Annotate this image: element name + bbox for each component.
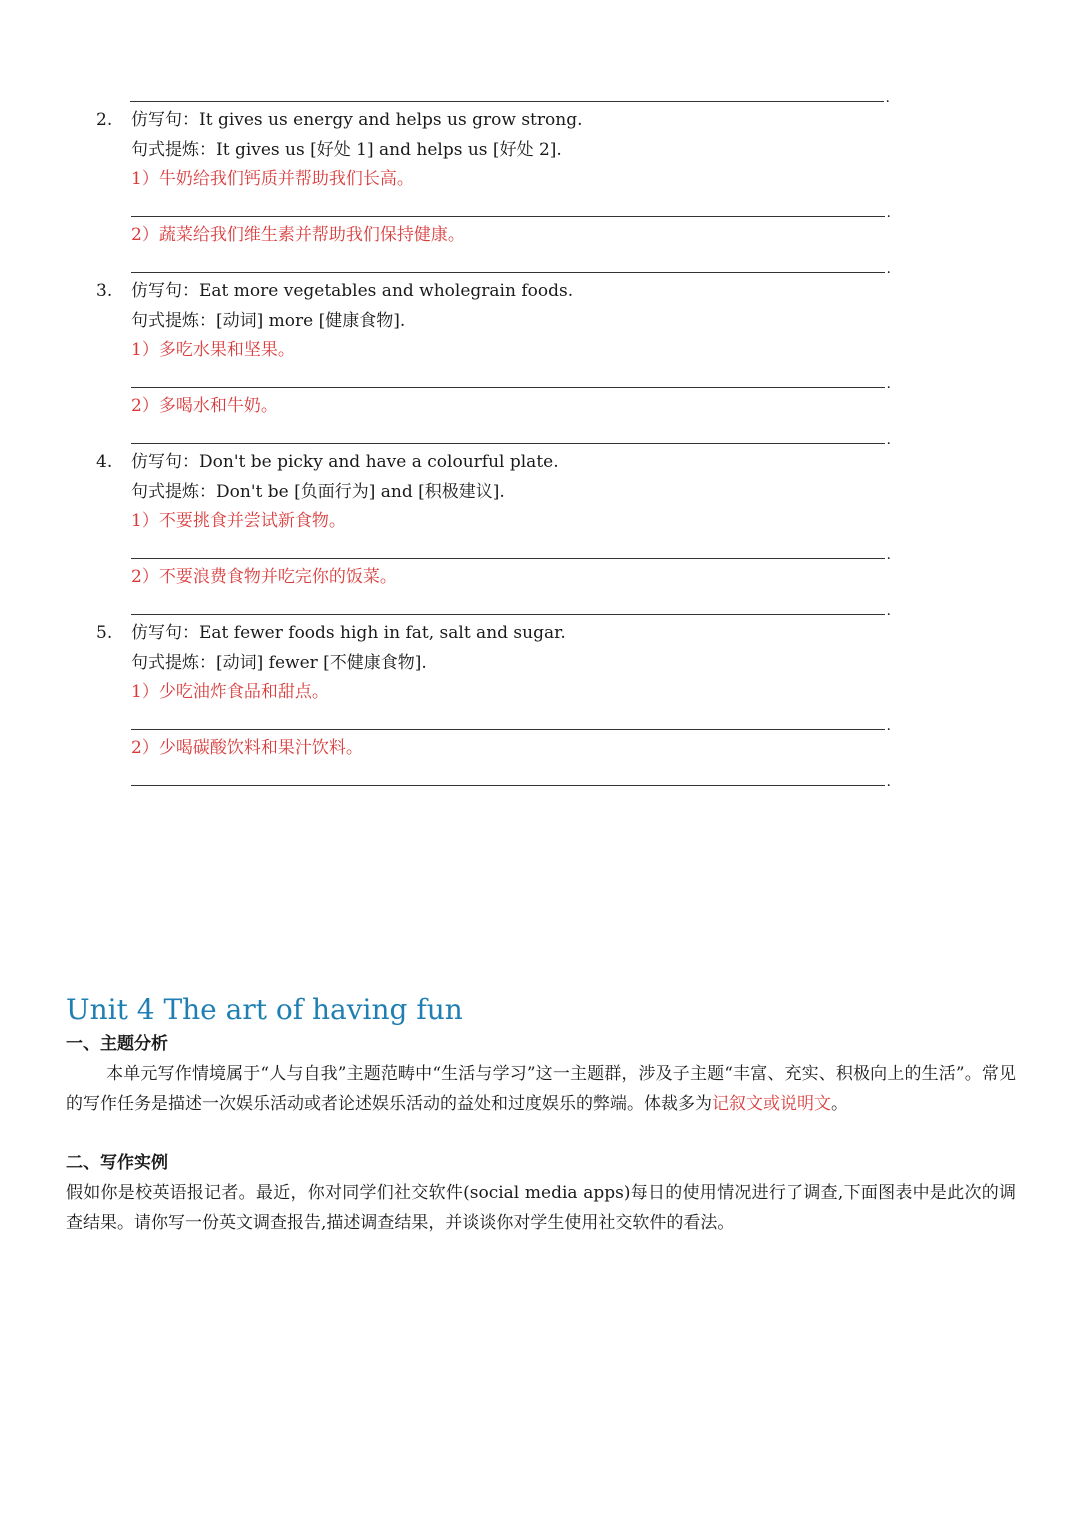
answer-line-1[interactable] (131, 543, 891, 563)
line-period: . (886, 432, 891, 448)
line-period: . (886, 547, 891, 563)
prompt-1: 1）多吃水果和坚果。 (131, 340, 295, 360)
genre-highlight: 记叙文或说明文 (712, 1094, 831, 1114)
sentence-pattern: 句式提炼：[动词] fewer [不健康食物]. (131, 653, 427, 673)
item-number: 4. (96, 452, 113, 472)
line-period: . (886, 718, 891, 734)
answer-rule (131, 558, 885, 559)
answer-rule (131, 785, 885, 786)
theme-text: 本单元写作情境属于“人与自我”主题范畴中“生活与学习”这一主题群，涉及子主题“丰富、充实、积极向上的生活”。常见的写作任务是描述一次娱乐活动或者论述娱乐活动的益处和过度娱乐的弊端。体裁多为 (66, 1064, 1016, 1114)
answer-line-2[interactable] (131, 257, 891, 277)
line-period: . (886, 376, 891, 392)
answer-rule (131, 614, 885, 615)
line-period: . (886, 205, 891, 221)
theme-text-end: 。 (831, 1094, 848, 1114)
answer-rule (131, 729, 885, 730)
line-period: . (885, 90, 890, 106)
model-sentence: 仿写句：It gives us energy and helps us grow strong. (131, 110, 583, 130)
sentence-pattern: 句式提炼：Don't be [负面行为] and [积极建议]. (131, 482, 505, 502)
answer-line-1[interactable] (131, 714, 891, 734)
prompt-1: 1）牛奶给我们钙质并帮助我们长高。 (131, 169, 414, 189)
model-sentence: 仿写句：Don't be picky and have a colourful plate. (131, 452, 559, 472)
section-heading-example: 二、写作实例 (66, 1153, 168, 1173)
prompt-2: 2）蔬菜给我们维生素并帮助我们保持健康。 (131, 225, 465, 245)
answer-line-2[interactable] (131, 770, 891, 790)
answer-line-2[interactable] (131, 428, 891, 448)
line-period: . (886, 774, 891, 790)
answer-rule (131, 443, 885, 444)
line-period: . (886, 261, 891, 277)
answer-rule (131, 216, 885, 217)
section-heading-theme: 一、主题分析 (66, 1034, 168, 1054)
item-number: 2. (96, 110, 113, 130)
answer-line-1[interactable] (131, 201, 891, 221)
prompt-2: 2）多喝水和牛奶。 (131, 396, 278, 416)
item-number: 3. (96, 281, 113, 301)
prompt-2: 2）不要浪费食物并吃完你的饭菜。 (131, 567, 397, 587)
sentence-pattern: 句式提炼：It gives us [好处 1] and helps us [好处 2]. (131, 140, 562, 160)
line-period: . (886, 603, 891, 619)
answer-rule (131, 387, 885, 388)
answer-line-1[interactable] (131, 372, 891, 392)
answer-rule (130, 101, 884, 102)
sentence-pattern: 句式提炼：[动词] more [健康食物]. (131, 311, 406, 331)
answer-line-2[interactable] (131, 599, 891, 619)
prompt-1: 1）少吃油炸食品和甜点。 (131, 682, 329, 702)
item-number: 5. (96, 623, 113, 643)
prompt-1: 1）不要挑食并尝试新食物。 (131, 511, 346, 531)
answer-line-top[interactable] (130, 86, 890, 106)
writing-task-paragraph: 假如你是校英语报记者。最近，你对同学们社交软件(social media apps)每日的使用情况进行了调查,下面图表中是此次的调查结果。请你写一份英文调查报告,描述调查结果，并谈谈你对学生使用社交软件的看法。 (66, 1183, 1016, 1233)
model-sentence: 仿写句：Eat fewer foods high in fat, salt and sugar. (131, 623, 566, 643)
model-sentence: 仿写句：Eat more vegetables and wholegrain foods. (131, 281, 574, 301)
answer-rule (131, 272, 885, 273)
prompt-2: 2）少喝碳酸饮料和果汁饮料。 (131, 738, 363, 758)
unit-title: Unit 4 The art of having fun (66, 993, 463, 1026)
theme-paragraph (66, 1059, 1016, 1119)
